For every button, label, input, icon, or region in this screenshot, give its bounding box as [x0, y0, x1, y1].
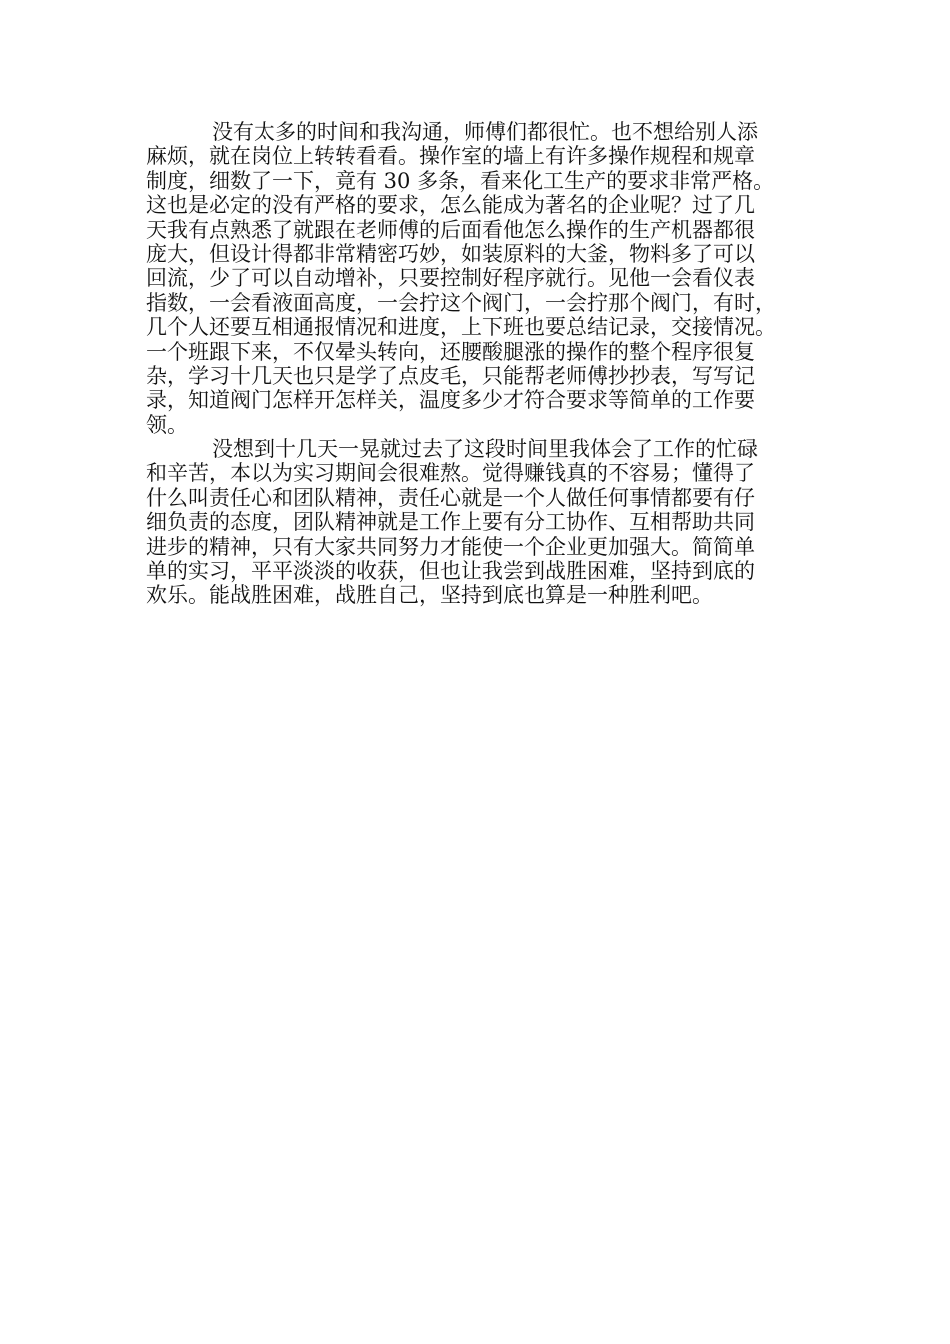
paragraph-2	[146, 437, 806, 608]
paragraph-line: 麻烦，就在岗位上转转看看。操作室的墙上有许多操作规程和规章	[146, 144, 755, 169]
paragraph-line: 回流，少了可以自动增补，只要控制好程序就行。见他一会看仪表	[146, 266, 755, 291]
paragraph-line: 单的实习，平平淡淡的收获，但也让我尝到战胜困难，坚持到底的	[146, 559, 755, 584]
paragraph-line: 和辛苦，本以为实习期间会很难熬。觉得赚钱真的不容易；懂得了	[146, 461, 755, 486]
paragraph-line: 指数，一会看液面高度，一会拧这个阀门，一会拧那个阀门，有时，	[146, 290, 776, 315]
paragraph-line: 庞大，但设计得都非常精密巧妙，如装原料的大釜，物料多了可以	[146, 241, 755, 266]
paragraph-1	[146, 120, 806, 437]
paragraph-line: 录，知道阀门怎样开怎样关，温度多少才符合要求等简单的工作要	[146, 388, 755, 413]
paragraph-line: 制度，细数了一下，竟有 30 多条，看来化工生产的要求非常严格。	[146, 168, 775, 193]
paragraph-line: 几个人还要互相通报情况和进度，上下班也要总结记录，交接情况。	[146, 315, 776, 340]
paragraph-line: 天我有点熟悉了就跟在老师傅的后面看他怎么操作的生产机器都很	[146, 217, 755, 242]
paragraph-line: 欢乐。能战胜困难，战胜自己，坚持到底也算是一种胜利吧。	[146, 583, 713, 608]
paragraph-line: 细负责的态度，团队精神就是工作上要有分工协作、互相帮助共同	[146, 510, 755, 535]
document-body	[146, 120, 806, 608]
paragraph-line: 一个班跟下来，不仅晕头转向，还腰酸腿涨的操作的整个程序很复	[146, 339, 755, 364]
paragraph-line: 这也是必定的没有严格的要求，怎么能成为著名的企业呢？过了几	[146, 193, 755, 218]
paragraph-line: 没想到十几天一晃就过去了这段时间里我体会了工作的忙碌	[212, 437, 758, 462]
paragraph-line: 什么叫责任心和团队精神，责任心就是一个人做任何事情都要有仔	[146, 485, 755, 510]
paragraph-line: 没有太多的时间和我沟通，师傅们都很忙。也不想给别人添	[212, 120, 758, 144]
paragraph-line: 进步的精神，只有大家共同努力才能使一个企业更加强大。简简单	[146, 534, 755, 559]
paragraph-line: 杂，学习十几天也只是学了点皮毛，只能帮老师傅抄抄表，写写记	[146, 363, 755, 388]
paragraph-line: 领。	[146, 412, 188, 437]
